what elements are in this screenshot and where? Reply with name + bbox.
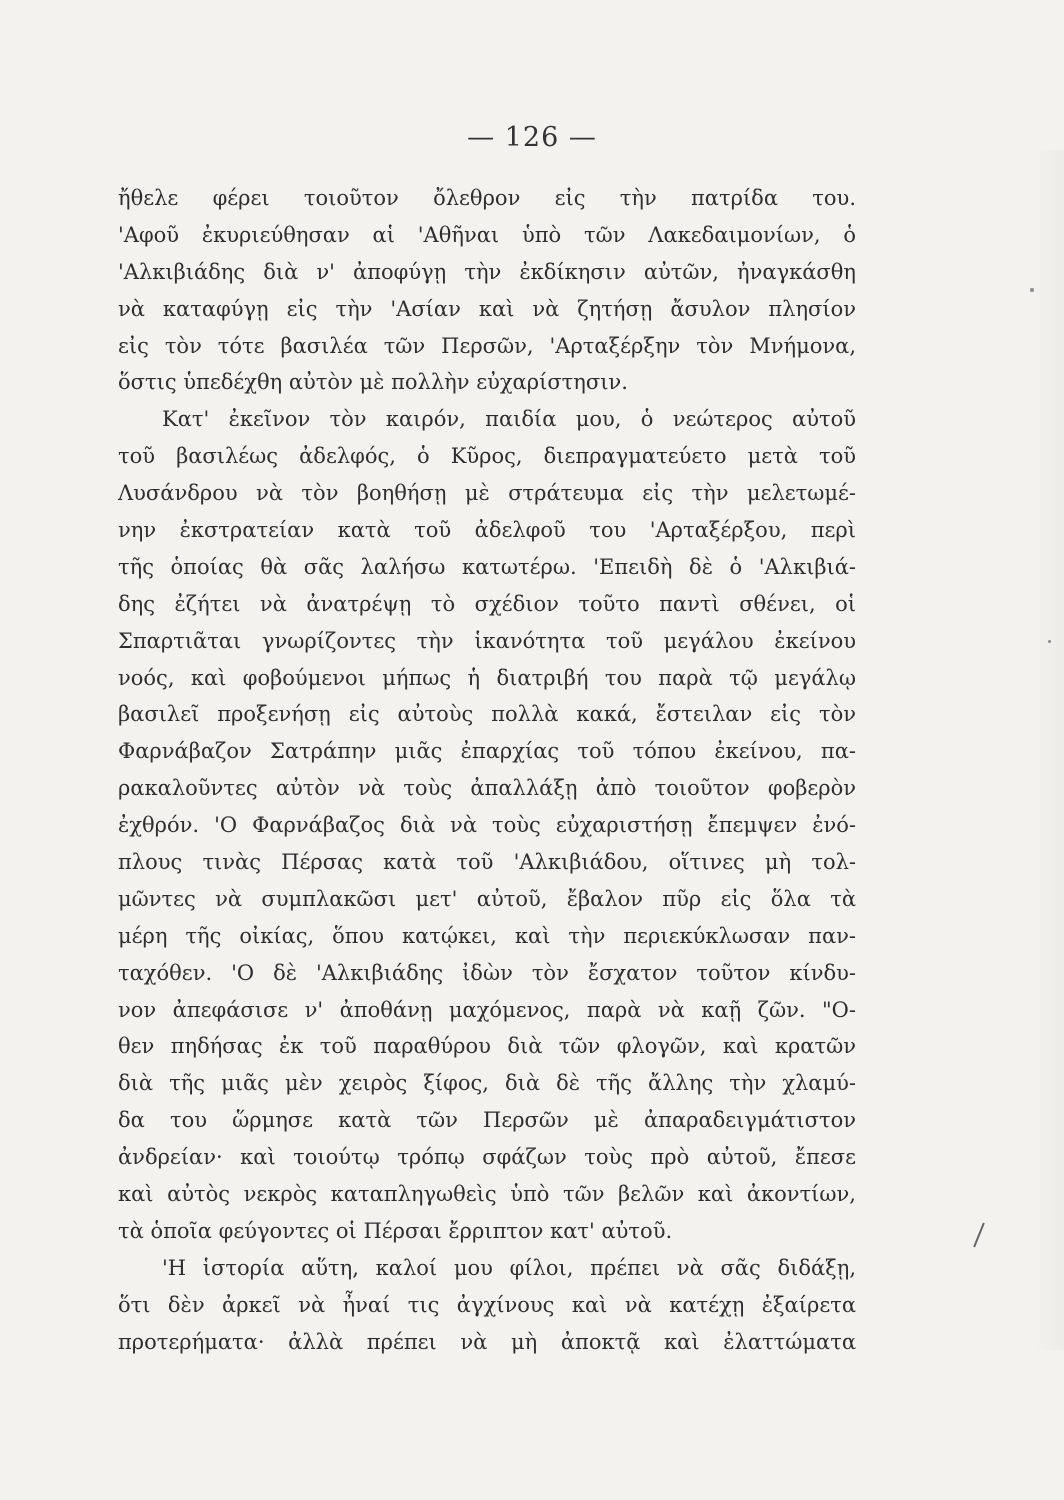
text-line: μέρη τῆς οἰκίας, ὅπου κατῴκει, καὶ τὴν περιεκύκλωσαν παν- (118, 923, 856, 948)
text-line: τοῦ βασιλέως ἀδελφός, ὁ Κῦρος, διεπραγματεύετο μετὰ τοῦ (118, 444, 856, 469)
text-line: τῆς ὁποίας θὰ σᾶς λαλήσω κατωτέρω. 'Επειδὴ δὲ ὁ 'Αλκιβιά- (118, 554, 856, 579)
text-line: ταχόθεν. 'Ο δὲ 'Αλκιβιάδης ἰδὼν τὸν ἔσχατον τοῦτον κίνδυ- (118, 960, 856, 985)
text-line: νον ἀπεφάσισε ν' ἀποθάνῃ μαχόμενος, παρὰ νὰ καῇ ζῶν. "Ο- (118, 997, 856, 1022)
text-line: Φαρνάβαζον Σατράπην μιᾶς ἐπαρχίας τοῦ τόπου ἐκείνου, πα- (118, 739, 856, 764)
text-line: καὶ αὐτὸς νεκρὸς καταπληγωθεὶς ὑπὸ τῶν βελῶν καὶ ἀκοντίων, (118, 1182, 856, 1207)
text-line: ρακαλοῦντες αὐτὸν νὰ τοὺς ἀπαλλάξῃ ἀπὸ τοιοῦτον φοβερὸν (118, 776, 856, 801)
text-line: πλους τινὰς Πέρσας κατὰ τοῦ 'Αλκιβιάδου, οἵτινες μὴ τολ- (118, 850, 856, 875)
body-text (118, 180, 856, 1361)
text-line: Σπαρτιᾶται γνωρίζοντες τὴν ἱκανότητα τοῦ μεγάλου ἐκείνου (118, 628, 856, 653)
text-line: μῶντες νὰ συμπλακῶσι μετ' αὐτοῦ, ἔβαλον πῦρ εἰς ὅλα τὰ (118, 886, 856, 911)
text-line: διὰ τῆς μιᾶς μὲν χειρὸς ξίφος, διὰ δὲ τῆς ἄλλης τὴν χλαμύ- (118, 1071, 856, 1096)
text-line: ἀνδρείαν· καὶ τοιούτῳ τρόπῳ σφάζων τοὺς πρὸ αὐτοῦ, ἔπεσε (118, 1145, 856, 1170)
text-line: ἤθελε φέρει τοιοῦτον ὄλεθρον εἰς τὴν πατρίδα του. (118, 186, 856, 210)
text-line: 'Αλκιβιάδης διὰ ν' ἀποφύγῃ τὴν ἐκδίκησιν αὐτῶν, ἠναγκάσθη (118, 259, 856, 284)
text-line: ἐχθρόν. 'Ο Φαρνάβαζος διὰ νὰ τοὺς εὐχαριστήσῃ ἔπεμψεν ἐνό- (118, 813, 856, 838)
text-line: προτερήματα· ἀλλὰ πρέπει νὰ μὴ ἀποκτᾷ καὶ ἐλαττώματα (118, 1329, 856, 1354)
text-line: ὅτι δὲν ἀρκεῖ νὰ ἦναί τις ἀγχίνους καὶ νὰ κατέχῃ ἐξαίρετα (118, 1292, 856, 1317)
text-line: νην ἐκστρατείαν κατὰ τοῦ ἀδελφοῦ του 'Αρταξέρξου, περὶ (118, 518, 856, 543)
page-bleed-through (1034, 150, 1064, 1350)
text-line: Λυσάνδρου νὰ τὸν βοηθήσῃ μὲ στράτευμα εἰς τὴν μελετωμέ- (118, 481, 856, 506)
text-line: εἰς τὸν τότε βασιλέα τῶν Περσῶν, 'Αρταξέρξην τὸν Μνήμονα, (118, 333, 856, 358)
text-line: δης ἐζήτει νὰ ἀνατρέψῃ τὸ σχέδιον τοῦτο παντὶ σθένει, οἱ (118, 591, 856, 616)
text-line: τὰ ὁποῖα φεύγοντες οἱ Πέρσαι ἔρριπτον κατ' αὐτοῦ. (118, 1218, 673, 1243)
page-number: — 126 — (467, 122, 597, 153)
paper-speck (1048, 640, 1051, 643)
text-line: νὰ καταφύγῃ εἰς τὴν 'Ασίαν καὶ νὰ ζητήσῃ ἄσυλον πλησίον (118, 296, 856, 321)
text-line: νοός, καὶ φοβούμενοι μήπως ἡ διατριβή του παρὰ τῷ μεγάλῳ (118, 665, 856, 690)
text-line: βασιλεῖ προξενήσῃ εἰς αὐτοὺς πολλὰ κακά, ἔστειλαν εἰς τὸν (118, 702, 856, 727)
text-line: Κατ' ἐκεῖνον τὸν καιρόν, παιδία μου, ὁ νεώτερος αὐτοῦ (162, 407, 856, 432)
text-line: 'Αφοῦ ἐκυριεύθησαν αἱ 'Αθῆναι ὑπὸ τῶν Λακεδαιμονίων, ὁ (118, 222, 856, 247)
text-line: θεν πηδήσας ἐκ τοῦ παραθύρου διὰ τῶν φλογῶν, καὶ κρατῶν (118, 1034, 856, 1059)
text-line: δα του ὥρμησε κατὰ τῶν Περσῶν μὲ ἀπαραδειγμάτιστον (118, 1108, 856, 1133)
margin-pencil-mark (973, 1223, 985, 1248)
text-line: 'Η ἱστορία αὕτη, καλοί μου φίλοι, πρέπει νὰ σᾶς διδάξῃ, (162, 1255, 856, 1280)
paper-speck (1030, 288, 1034, 292)
text-line: ὅστις ὑπεδέχθη αὐτὸν μὲ πολλὴν εὐχαρίστησιν. (118, 370, 628, 395)
